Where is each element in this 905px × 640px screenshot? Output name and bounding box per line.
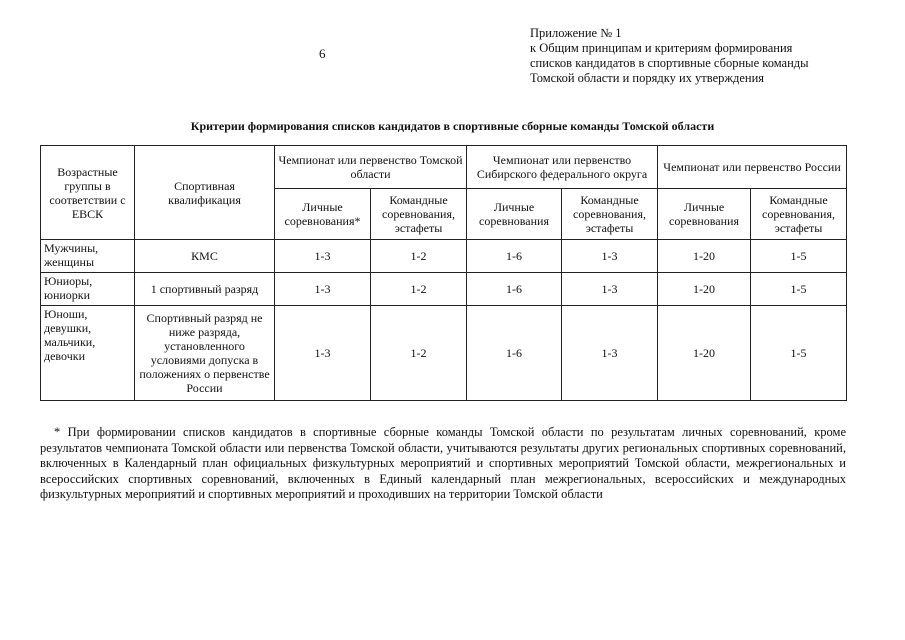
row-value: 1-5	[751, 240, 847, 273]
header-age-groups: Возрастные группы в соответствии с ЕВСК	[41, 146, 135, 240]
row-value: 1-6	[467, 273, 562, 306]
subheader-personal: Личные соревнования	[658, 189, 751, 240]
row-value: 1-5	[751, 306, 847, 401]
page-number: 6	[319, 46, 326, 61]
row-value: 1-20	[658, 306, 751, 401]
header-qualification: Спортивная квалификация	[135, 146, 275, 240]
row-value: 1-6	[467, 306, 562, 401]
row-value: 1-3	[562, 273, 658, 306]
subheader-personal: Личные соревнования*	[275, 189, 371, 240]
row-qualification: КМС	[135, 240, 275, 273]
row-value: 1-2	[371, 306, 467, 401]
header-group-russia: Чемпионат или первенство России	[658, 146, 847, 189]
row-qualification: 1 спортивный разряд	[135, 273, 275, 306]
header-group-siberia: Чемпионат или первенство Сибирского федерального округа	[467, 146, 658, 189]
appendix-line: Приложение № 1	[530, 26, 622, 40]
row-age-group: Юниоры, юниорки	[41, 273, 135, 306]
subheader-team: Командные соревнования, эстафеты	[562, 189, 658, 240]
row-value: 1-2	[371, 273, 467, 306]
subheader-personal: Личные соревнования	[467, 189, 562, 240]
table-row	[41, 306, 847, 401]
row-value: 1-3	[562, 306, 658, 401]
row-value: 1-5	[751, 273, 847, 306]
subheader-team: Командные соревнования, эстафеты	[751, 189, 847, 240]
header-group-tomsk: Чемпионат или первенство Томской области	[275, 146, 467, 189]
footnote: * При формировании списков кандидатов в спортивные сборные команды Томской области по результатам личных соревнований, кроме результатов чемпионата Томской области или первенства Томской области, учитываются результаты других региональных спортивных соревнований, включенных в Календарный план официальных физкультурных мероприятий и спортивных мероприятий Томской области, межрегиональных и всероссийских спортивных соревнований, включенных в Единый календарный план межрегиональных, всероссийских и международных физкультурных мероприятий и спортивных мероприятий и проходивших на территории Томской области	[40, 425, 846, 501]
table-title: Критерии формирования списков кандидатов в спортивные сборные команды Томской области	[190, 119, 715, 133]
row-age-group: Юноши, девушки, мальчики, девочки	[41, 306, 135, 401]
row-value: 1-3	[562, 240, 658, 273]
appendix-line: списков кандидатов в спортивные сборные команды	[530, 56, 809, 70]
row-value: 1-20	[658, 240, 751, 273]
appendix-header	[530, 26, 809, 86]
appendix-line: к Общим принципам и критериям формирования	[530, 41, 793, 55]
row-qualification: Спортивный разряд не ниже разряда, установленного условиями допуска в положениях о первенстве России	[135, 306, 275, 401]
table-row	[41, 273, 847, 306]
row-age-group: Мужчины, женщины	[41, 240, 135, 273]
row-value: 1-2	[371, 240, 467, 273]
row-value: 1-3	[275, 273, 371, 306]
criteria-table	[40, 145, 847, 401]
row-value: 1-3	[275, 306, 371, 401]
table-header-row	[41, 146, 847, 189]
table-row	[41, 240, 847, 273]
subheader-team: Командные соревнования, эстафеты	[371, 189, 467, 240]
appendix-line: Томской области и порядку их утверждения	[530, 71, 765, 85]
row-value: 1-6	[467, 240, 562, 273]
row-value: 1-20	[658, 273, 751, 306]
row-value: 1-3	[275, 240, 371, 273]
